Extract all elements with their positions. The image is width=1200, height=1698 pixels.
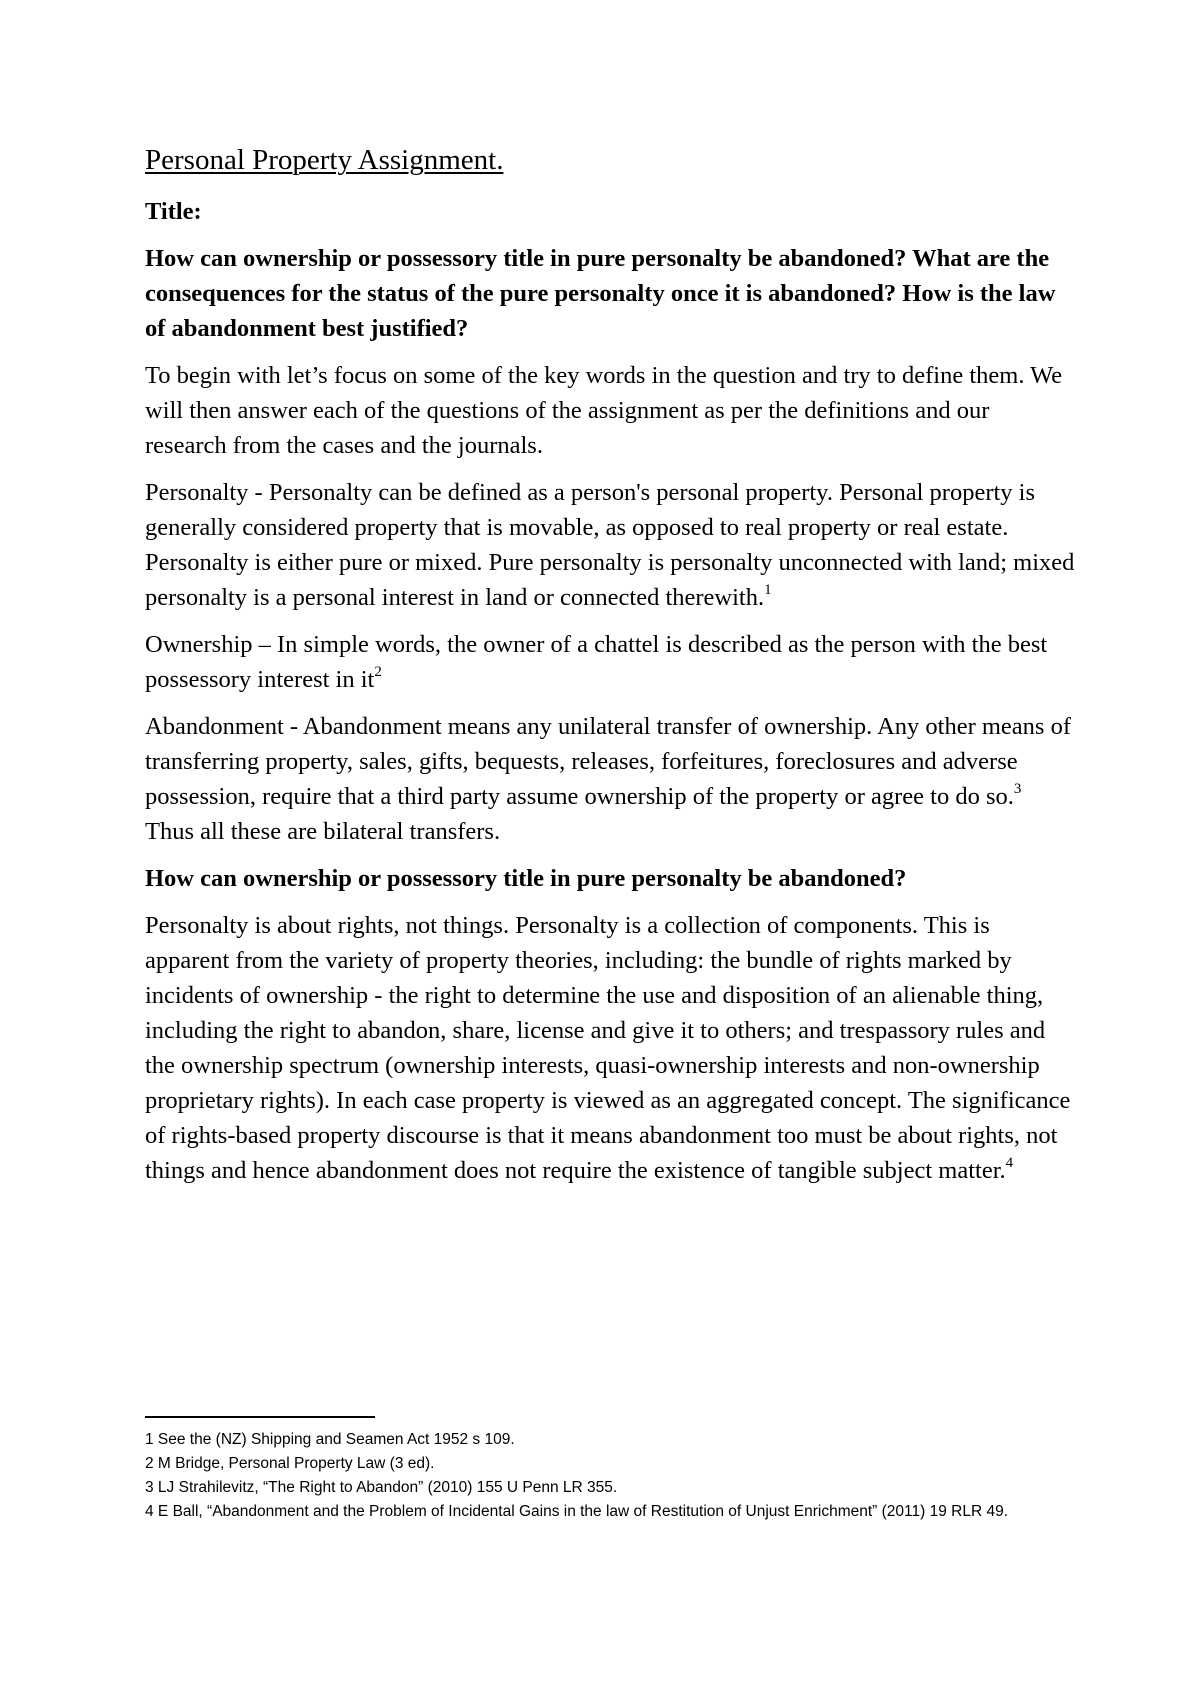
abandonment-text-b: Thus all these are bilateral transfers. [145,818,501,845]
document-title: Personal Property Assignment. [145,144,504,176]
rights-text: Personalty is about rights, not things. Personalty is a collection of components. This is apparent from the variety of property theories, including: the bundle of rights marked by incidents of ownership - the right to determine the use and disposition of an alienable thing, including the right to abandon, share, license and give it to others; and trespassory rules and the ownership spectrum (ownership interests, quasi-ownership interests and non-ownership proprietary rights). In each case property is viewed as an aggregated concept. The significance of rights-based property discourse is that it means abandonment too must be about rights, not things and hence abandonment does not require the existence of tangible subject matter. [145,912,1071,1184]
footnote-1: 1 See the (NZ) Shipping and Seamen Act 1952 s 109. [145,1431,515,1448]
personalty-text: Personalty - Personalty can be defined as a person's personal property. Personal property is generally considered property that is movable, as opposed to real property or real estate. Personalty is either pure or mixed. Pure personalty is personalty unconnected with land; mixed personalty is a personal interest in land or connected therewith. [145,479,1075,611]
footnote-separator [145,1416,375,1418]
intro-paragraph: To begin with let’s focus on some of the key words in the question and try to define them. We will then answer each of the questions of the assignment as per the definitions and our research from the cases and the journals. [145,362,1063,459]
section-heading-abandon: How can ownership or possessory title in pure personalty be abandoned? [145,865,907,892]
document-body [145,140,1075,1200]
footnote-ref-4[interactable]: 4 [1005,1154,1014,1171]
abandonment-definition [145,709,1075,849]
footnote-ref-2[interactable]: 2 [374,663,382,680]
title-label: Title: [145,198,202,225]
footnote-3: 3 LJ Strahilevitz, “The Right to Abandon” (2010) 155 U Penn LR 355. [145,1479,618,1496]
ownership-text: Ownership – In simple words, the owner of a chattel is described as the person with the best possessory interest in it [145,631,1048,693]
ownership-definition [145,627,1075,697]
footnote-2: 2 M Bridge, Personal Property Law (3 ed). [145,1455,435,1472]
assignment-question: How can ownership or possessory title in pure personalty be abandoned? What are the consequences for the status of the pure personalty once it is abandoned? How is the law of abandonment best justified? [145,245,1056,342]
abandonment-text-a: Abandonment - Abandonment means any unilateral transfer of ownership. Any other means of transferring property, sales, gifts, bequests, releases, forfeitures, foreclosures and adverse possession, require that a third party assume ownership of the property or agree to do so. [145,713,1071,810]
rights-paragraph [145,908,1075,1188]
footnotes-section [145,1416,1075,1524]
footnote-4: 4 E Ball, “Abandonment and the Problem of Incidental Gains in the law of Restitution of Unjust Enrichment” (2011) 19 RLR 49. [145,1503,1009,1520]
footnote-ref-1[interactable]: 1 [764,581,772,598]
personalty-definition [145,475,1075,615]
footnote-ref-3[interactable]: 3 [1013,780,1022,797]
